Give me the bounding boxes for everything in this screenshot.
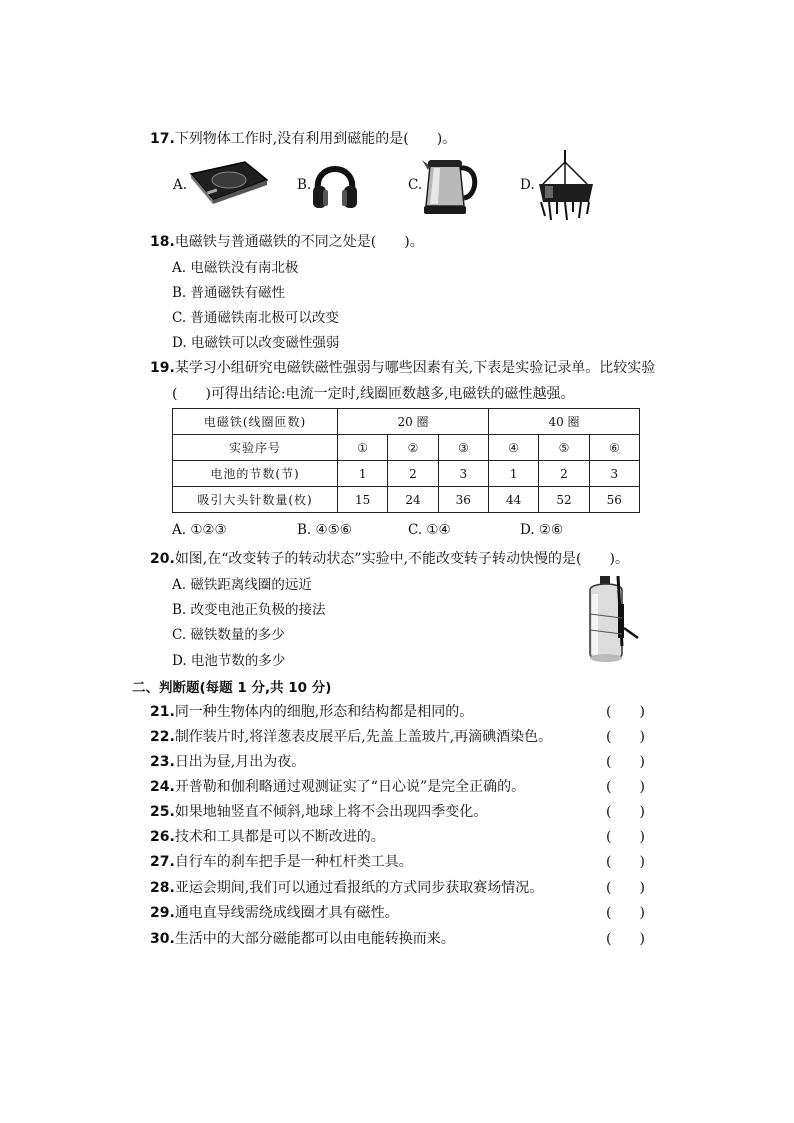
option-b: B. 改变电池正负极的接法: [172, 602, 326, 618]
row-label-battery: 电池的节数(节): [173, 461, 338, 487]
question-number: 22.: [150, 729, 175, 745]
option-b: B. ④⑤⑥: [297, 522, 352, 538]
question-stem: 如图,在“改变转子的转动状态”实验中,不能改变转子转动快慢的是( )。: [174, 551, 629, 567]
question-number: 30.: [150, 931, 175, 947]
question-number: 23.: [150, 754, 175, 770]
question-number: 21.: [150, 704, 175, 720]
table-row: [173, 435, 640, 461]
answer-blank[interactable]: ( ): [606, 905, 645, 921]
group-20-turns: 20 圈: [338, 409, 489, 435]
question-17: [150, 128, 456, 148]
judgment-item-23: [150, 751, 305, 771]
answer-blank[interactable]: ( ): [606, 829, 645, 845]
option-b: B. 普通磁铁有磁性: [172, 285, 286, 301]
induction-cooker-icon: [185, 158, 271, 204]
table-cell: ④: [488, 435, 538, 461]
option-a: A. ①②③: [172, 522, 227, 538]
question-number: 27.: [150, 854, 175, 870]
answer-blank[interactable]: ( ): [606, 880, 645, 896]
statement: 亚运会期间,我们可以通过看报纸的方式同步获取赛场情况。: [174, 880, 544, 896]
question-number: 28.: [150, 880, 175, 896]
statement: 开普勒和伽利略通过观测证实了“日心说”是完全正确的。: [174, 779, 526, 795]
table-row: [173, 461, 640, 487]
table-cell: 1: [488, 461, 538, 487]
question-20: [150, 548, 629, 568]
table-row: [173, 409, 640, 435]
question-number: 20.: [150, 551, 175, 567]
statement: 日出为昼,月出为夜。: [174, 754, 306, 770]
option-d: D. ②⑥: [520, 522, 564, 538]
table-cell: 15: [338, 487, 388, 513]
option-c-label: C.: [408, 177, 423, 193]
option-d: D. 电磁铁可以改变磁性强弱: [172, 335, 340, 351]
table-row: [173, 487, 640, 513]
question-stem: 下列物体工作时,没有利用到磁能的是( )。: [174, 131, 457, 147]
option-a: A. 磁铁距离线圈的远近: [172, 577, 312, 593]
table-cell: ⑤: [539, 435, 589, 461]
statement: 制作装片时,将洋葱表皮展平后,先盖上盖玻片,再滴碘酒染色。: [174, 729, 553, 745]
option-d-label: D.: [520, 177, 535, 193]
answer-blank[interactable]: ( ): [606, 754, 645, 770]
answer-blank[interactable]: ( ): [606, 704, 645, 720]
table-cell: ②: [388, 435, 438, 461]
statement: 技术和工具都是可以不断改进的。: [174, 829, 385, 845]
question-number: 25.: [150, 804, 175, 820]
table-cell: 2: [539, 461, 589, 487]
option-a-label: A.: [173, 177, 188, 193]
question-number: 18.: [150, 234, 175, 250]
electric-kettle-icon: [420, 152, 482, 218]
judgment-item-25: [150, 801, 487, 821]
magnetic-levitation-lamp-icon: [535, 150, 597, 222]
judgment-item-26: [150, 826, 385, 846]
table-cell: 2: [388, 461, 438, 487]
answer-blank[interactable]: ( ): [606, 854, 645, 870]
option-a: A. 电磁铁没有南北极: [172, 260, 299, 276]
answer-blank[interactable]: ( ): [606, 729, 645, 745]
question-number: 17.: [150, 131, 175, 147]
table-cell: 24: [388, 487, 438, 513]
table-cell: 3: [589, 461, 639, 487]
table-cell: ⑥: [589, 435, 639, 461]
judgment-item-24: [150, 776, 525, 796]
experiment-record-table: [172, 408, 640, 513]
answer-blank[interactable]: ( ): [606, 931, 645, 947]
question-stem: 电磁铁与普通磁铁的不同之处是( )。: [174, 234, 424, 250]
question-number: 26.: [150, 829, 175, 845]
option-b-label: B.: [297, 177, 312, 193]
question-number: 19.: [150, 360, 175, 376]
motor-rotor-apparatus-icon: [578, 574, 642, 664]
table-cell: 44: [488, 487, 538, 513]
section-title: 二、判断题(每题 1 分,共 10 分): [132, 680, 332, 696]
statement: 自行车的刹车把手是一种杠杆类工具。: [174, 854, 413, 870]
question-number: 29.: [150, 905, 175, 921]
question-19: [150, 357, 655, 377]
table-cell: ①: [338, 435, 388, 461]
row-label-seq: 实验序号: [173, 435, 338, 461]
statement: 同一种生物体内的细胞,形态和结构都是相同的。: [174, 704, 474, 720]
answer-blank[interactable]: ( ): [606, 779, 645, 795]
row-label-coil: 电磁铁(线圈匝数): [173, 409, 338, 435]
judgment-item-28: [150, 877, 543, 897]
judgment-item-29: [150, 902, 399, 922]
headphones-icon: [310, 152, 360, 214]
judgment-item-21: [150, 701, 473, 721]
judgment-item-27: [150, 851, 413, 871]
question-18: [150, 231, 424, 251]
judgment-item-30: [150, 928, 455, 948]
option-c: C. 磁铁数量的多少: [172, 627, 285, 643]
option-c: C. ①④: [408, 522, 451, 538]
option-c: C. 普通磁铁南北极可以改变: [172, 310, 339, 326]
statement: 如果地轴竖直不倾斜,地球上将不会出现四季变化。: [174, 804, 488, 820]
table-cell: ③: [438, 435, 488, 461]
row-label-pins: 吸引大头针数量(枚): [173, 487, 338, 513]
group-40-turns: 40 圈: [488, 409, 639, 435]
table-cell: 56: [589, 487, 639, 513]
statement: 通电直导线需绕成线圈才具有磁性。: [174, 905, 399, 921]
statement: 生活中的大部分磁能都可以由电能转换而来。: [174, 931, 455, 947]
answer-blank[interactable]: ( ): [606, 804, 645, 820]
question-19-line2: ( )可得出结论:电流一定时,线圈匝数越多,电磁铁的磁性越强。: [172, 386, 575, 402]
judgment-item-22: [150, 726, 552, 746]
table-cell: 3: [438, 461, 488, 487]
question-number: 24.: [150, 779, 175, 795]
table-cell: 1: [338, 461, 388, 487]
question-stem-line1: 某学习小组研究电磁铁磁性强弱与哪些因素有关,下表是实验记录单。比较实验: [174, 360, 656, 376]
option-d: D. 电池节数的多少: [172, 653, 286, 669]
table-cell: 36: [438, 487, 488, 513]
table-cell: 52: [539, 487, 589, 513]
